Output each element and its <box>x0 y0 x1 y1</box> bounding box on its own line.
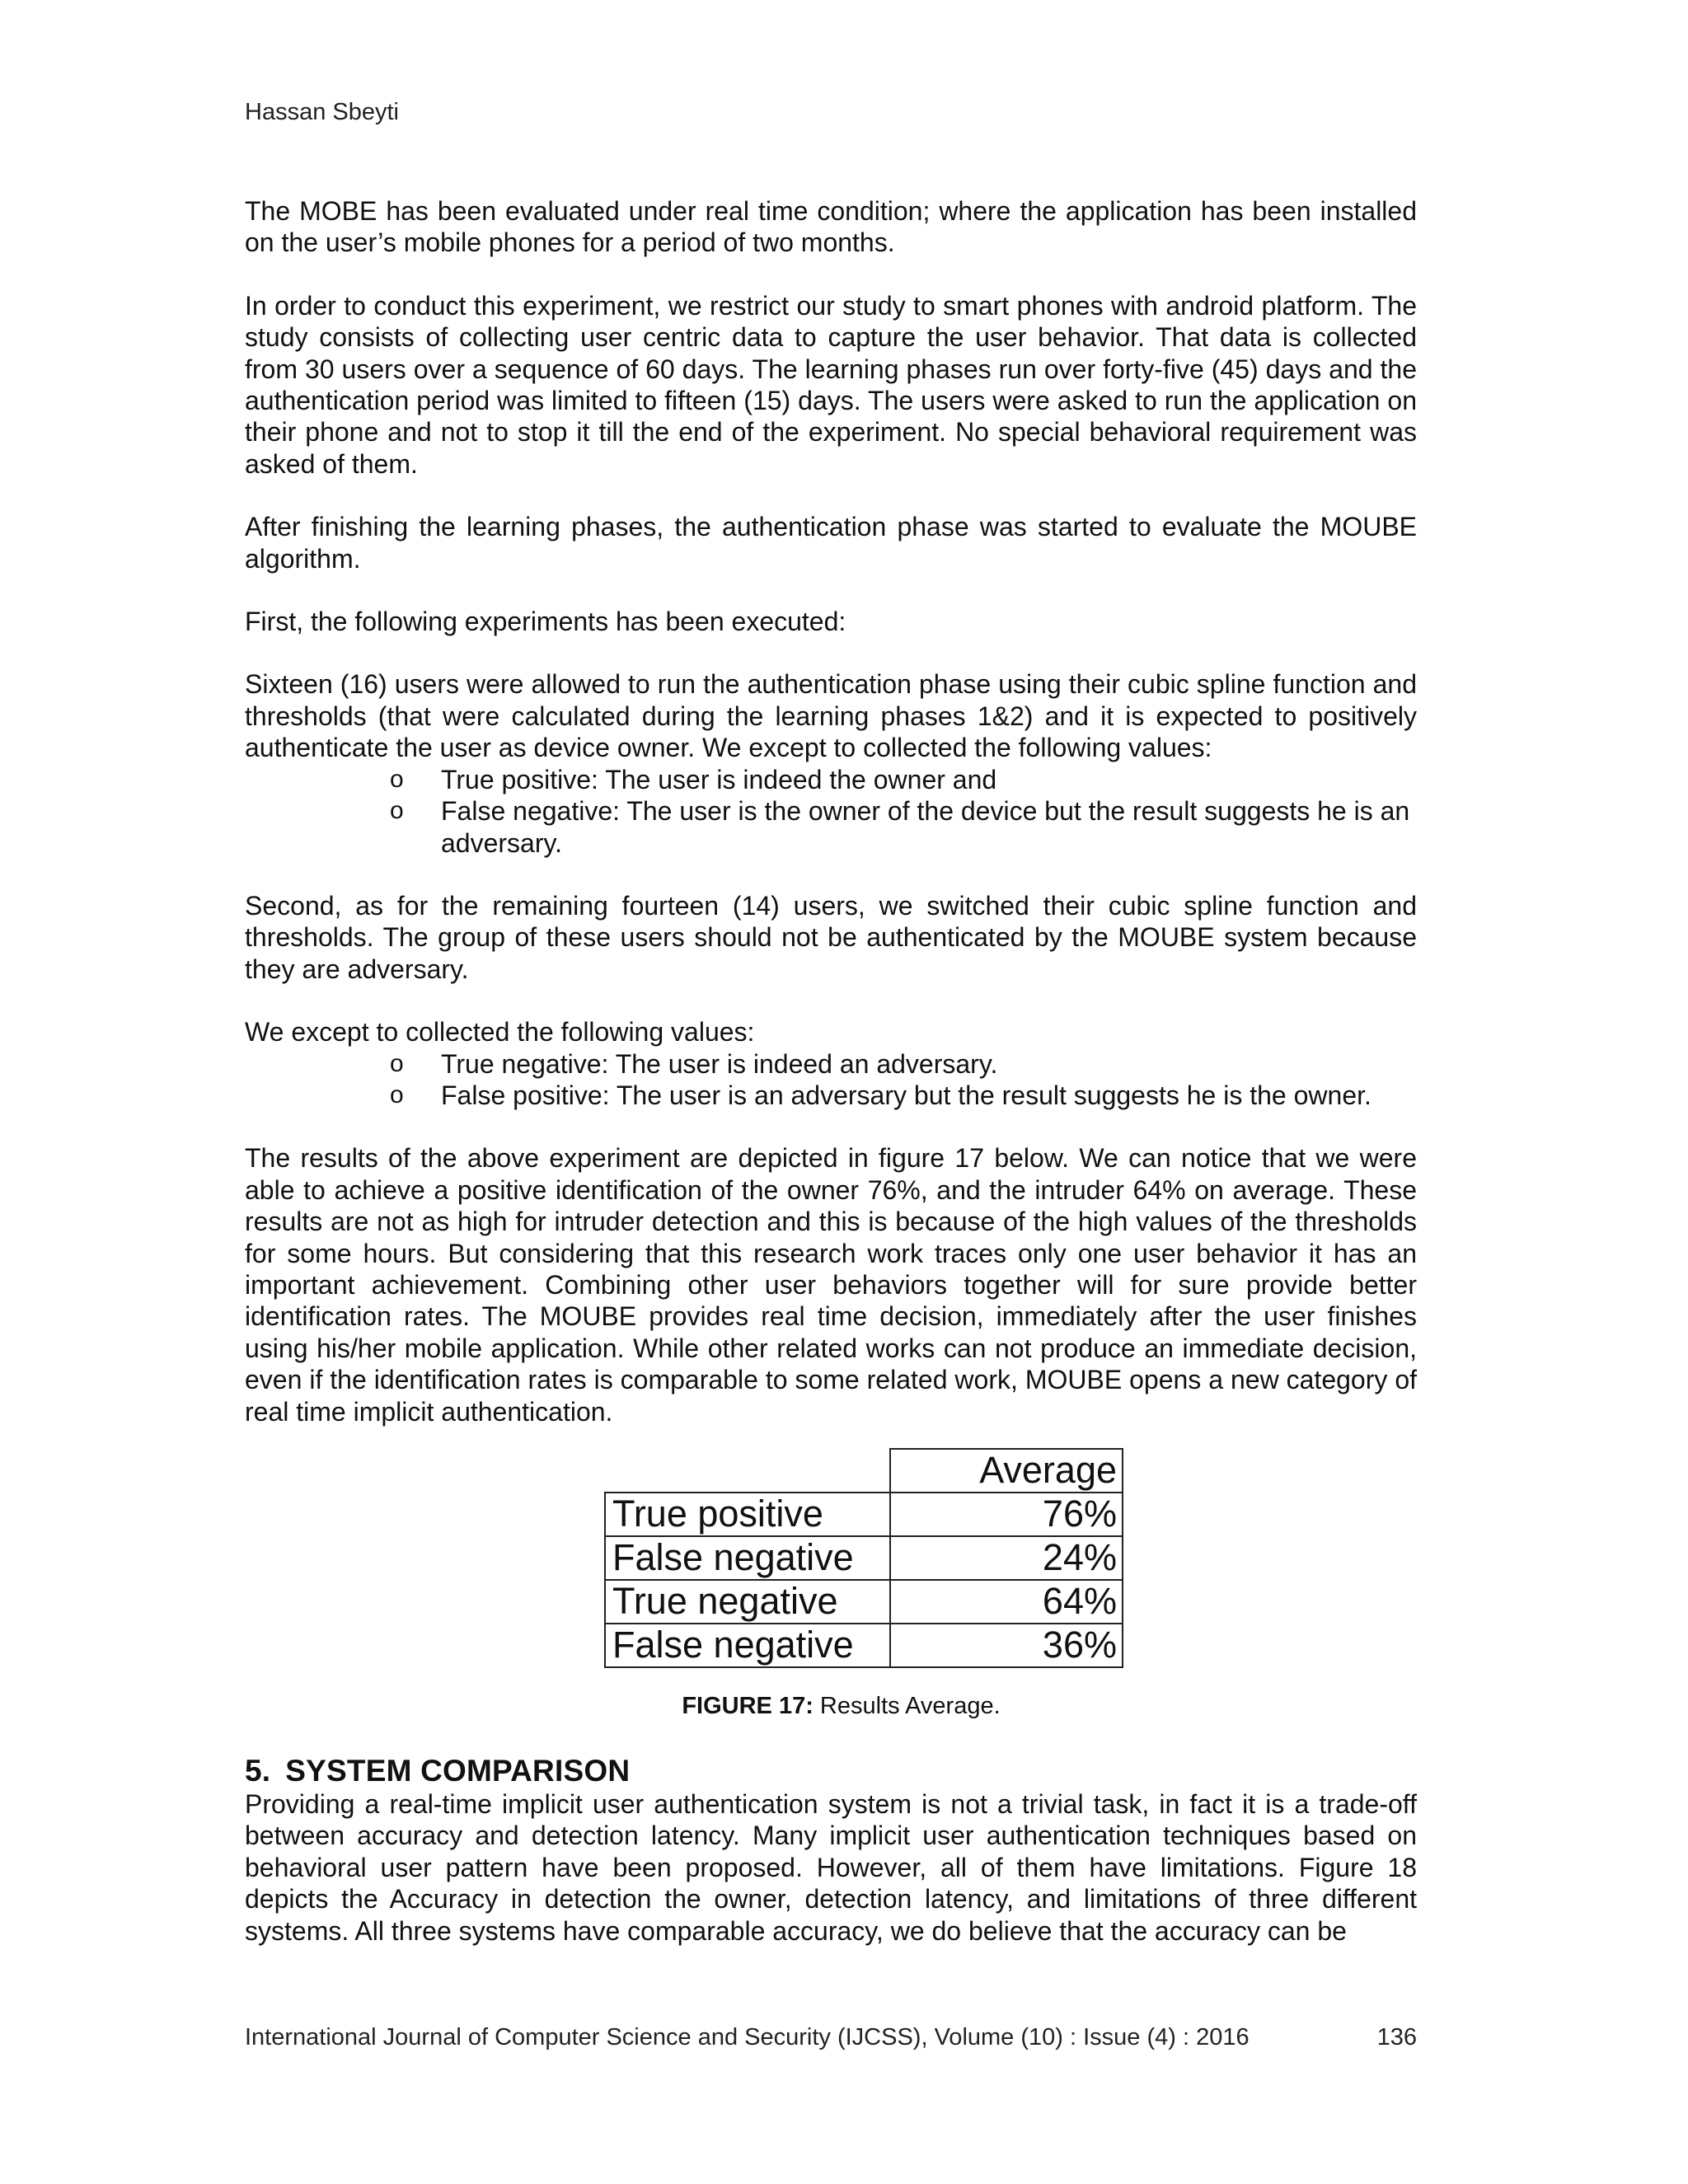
row-value: 24% <box>890 1536 1123 1580</box>
table-corner-cell <box>605 1449 890 1493</box>
paragraph-results: The results of the above experiment are depicted in figure 17 below. We can notice that we were able to achieve a positive identification of the owner 76%, and the intruder 64% on average. These results are not as high for intruder detection and this is because of the high values of the thresholds for some hours. But considering that this research work traces only one user behavior it has an important achievement. Combining other user behaviors together will for sure provide better identification rates. The MOUBE provides real time decision, immediately after the user finishes using his/her mobile application. While other related works can not produce an immediate decision, even if the identification rates is comparable to some related work, MOUBE opens a new category of real time implicit authentication. <box>245 1143 1417 1427</box>
section-heading <box>245 1754 1417 1788</box>
paragraph-expected-values: We except to collected the following values: <box>245 1017 755 1047</box>
bullet-icon: o <box>390 797 404 825</box>
row-label: False negative <box>605 1536 890 1580</box>
running-header-author: Hassan Sbeyti <box>245 99 399 125</box>
figure-17 <box>245 1448 1417 1668</box>
page-content <box>245 195 1417 1947</box>
paragraph-experiment-setup: In order to conduct this experiment, we restrict our study to smart phones with android platform. The study consists of collecting user centric data to capture the user behavior. That data is collected from 30 users over a sequence of 60 days. The learning phases run over forty-five (45) days and the authentication period was limited to fifteen (15) days. The users were asked to run the application on their phone and not to stop it till the end of the experiment. No special behavioral requirement was asked of them. <box>245 290 1417 479</box>
list-item: o True negative: The user is indeed an adversary. <box>390 1048 998 1079</box>
table-row <box>605 1624 1123 1667</box>
section-number: 5. <box>245 1754 271 1788</box>
table-row <box>605 1493 1123 1536</box>
list-item: o False negative: The user is the owner of the device but the result suggests he is an adversary. <box>390 796 1410 858</box>
row-value: 76% <box>890 1493 1123 1536</box>
row-label: True positive <box>605 1493 890 1536</box>
bullet-icon: o <box>390 765 404 793</box>
bullet-icon: o <box>390 1080 404 1108</box>
paragraph-system-comparison: Providing a real-time implicit user authentication system is not a trivial task, in fact it is a trade-off between accuracy and detection latency. Many implicit user authentication techniques based on behavioral user pattern have been proposed. However, all of them have limitations. Figure 18 depicts the Accuracy in detection the owner, detection latency, and limitations of three different systems. All three systems have comparable accuracy, we do believe that the accuracy can be <box>245 1789 1417 1946</box>
paragraph-sixteen-users: Sixteen (16) users were allowed to run the authentication phase using their cubic spline function and thresholds (that were calculated during the learning phases 1&2) and it is expected to positively authenticate the user as device owner. We except to collected the following values: <box>245 669 1417 763</box>
page-footer <box>245 2022 1417 2052</box>
section-title: SYSTEM COMPARISON <box>285 1754 631 1788</box>
results-average-table <box>604 1448 1123 1668</box>
page-number: 136 <box>1376 2024 1417 2050</box>
table-row <box>605 1580 1123 1624</box>
adversary-values-list <box>245 1048 1417 1112</box>
paragraph-remaining-users: Second, as for the remaining fourteen (14) users, we switched their cubic spline function and thresholds. The group of these users should not be authenticated by the MOUBE system because they are adversary. <box>245 890 1417 984</box>
paragraph-authentication-phase: After finishing the learning phases, the authentication phase was started to evaluate the MOUBE algorithm. <box>245 512 1417 574</box>
paragraph-evaluation: The MOBE has been evaluated under real time condition; where the application has been installed on the user’s mobile phones for a period of two months. <box>245 196 1417 258</box>
table-row <box>605 1536 1123 1580</box>
list-item: o True positive: The user is indeed the owner and <box>390 764 997 794</box>
row-value: 64% <box>890 1580 1123 1624</box>
footer-journal: International Journal of Computer Science and Security (IJCSS), Volume (10) : Issue (4) : 2016 <box>245 2024 1250 2050</box>
row-label: True negative <box>605 1580 890 1624</box>
owner-values-list <box>245 764 1417 859</box>
bullet-icon: o <box>390 1049 404 1077</box>
paragraph-first-experiments: First, the following experiments has been executed: <box>245 607 846 637</box>
row-value: 36% <box>890 1624 1123 1667</box>
figure-caption <box>245 1691 1417 1721</box>
figure-caption-text: Results Average. <box>813 1693 1001 1719</box>
figure-label: FIGURE 17: <box>682 1693 814 1719</box>
row-label: False negative <box>605 1624 890 1667</box>
column-header-average: Average <box>890 1449 1123 1493</box>
list-item: o False positive: The user is an adversary but the result suggests he is the owner. <box>390 1080 1372 1110</box>
table-header-row <box>605 1449 1123 1493</box>
